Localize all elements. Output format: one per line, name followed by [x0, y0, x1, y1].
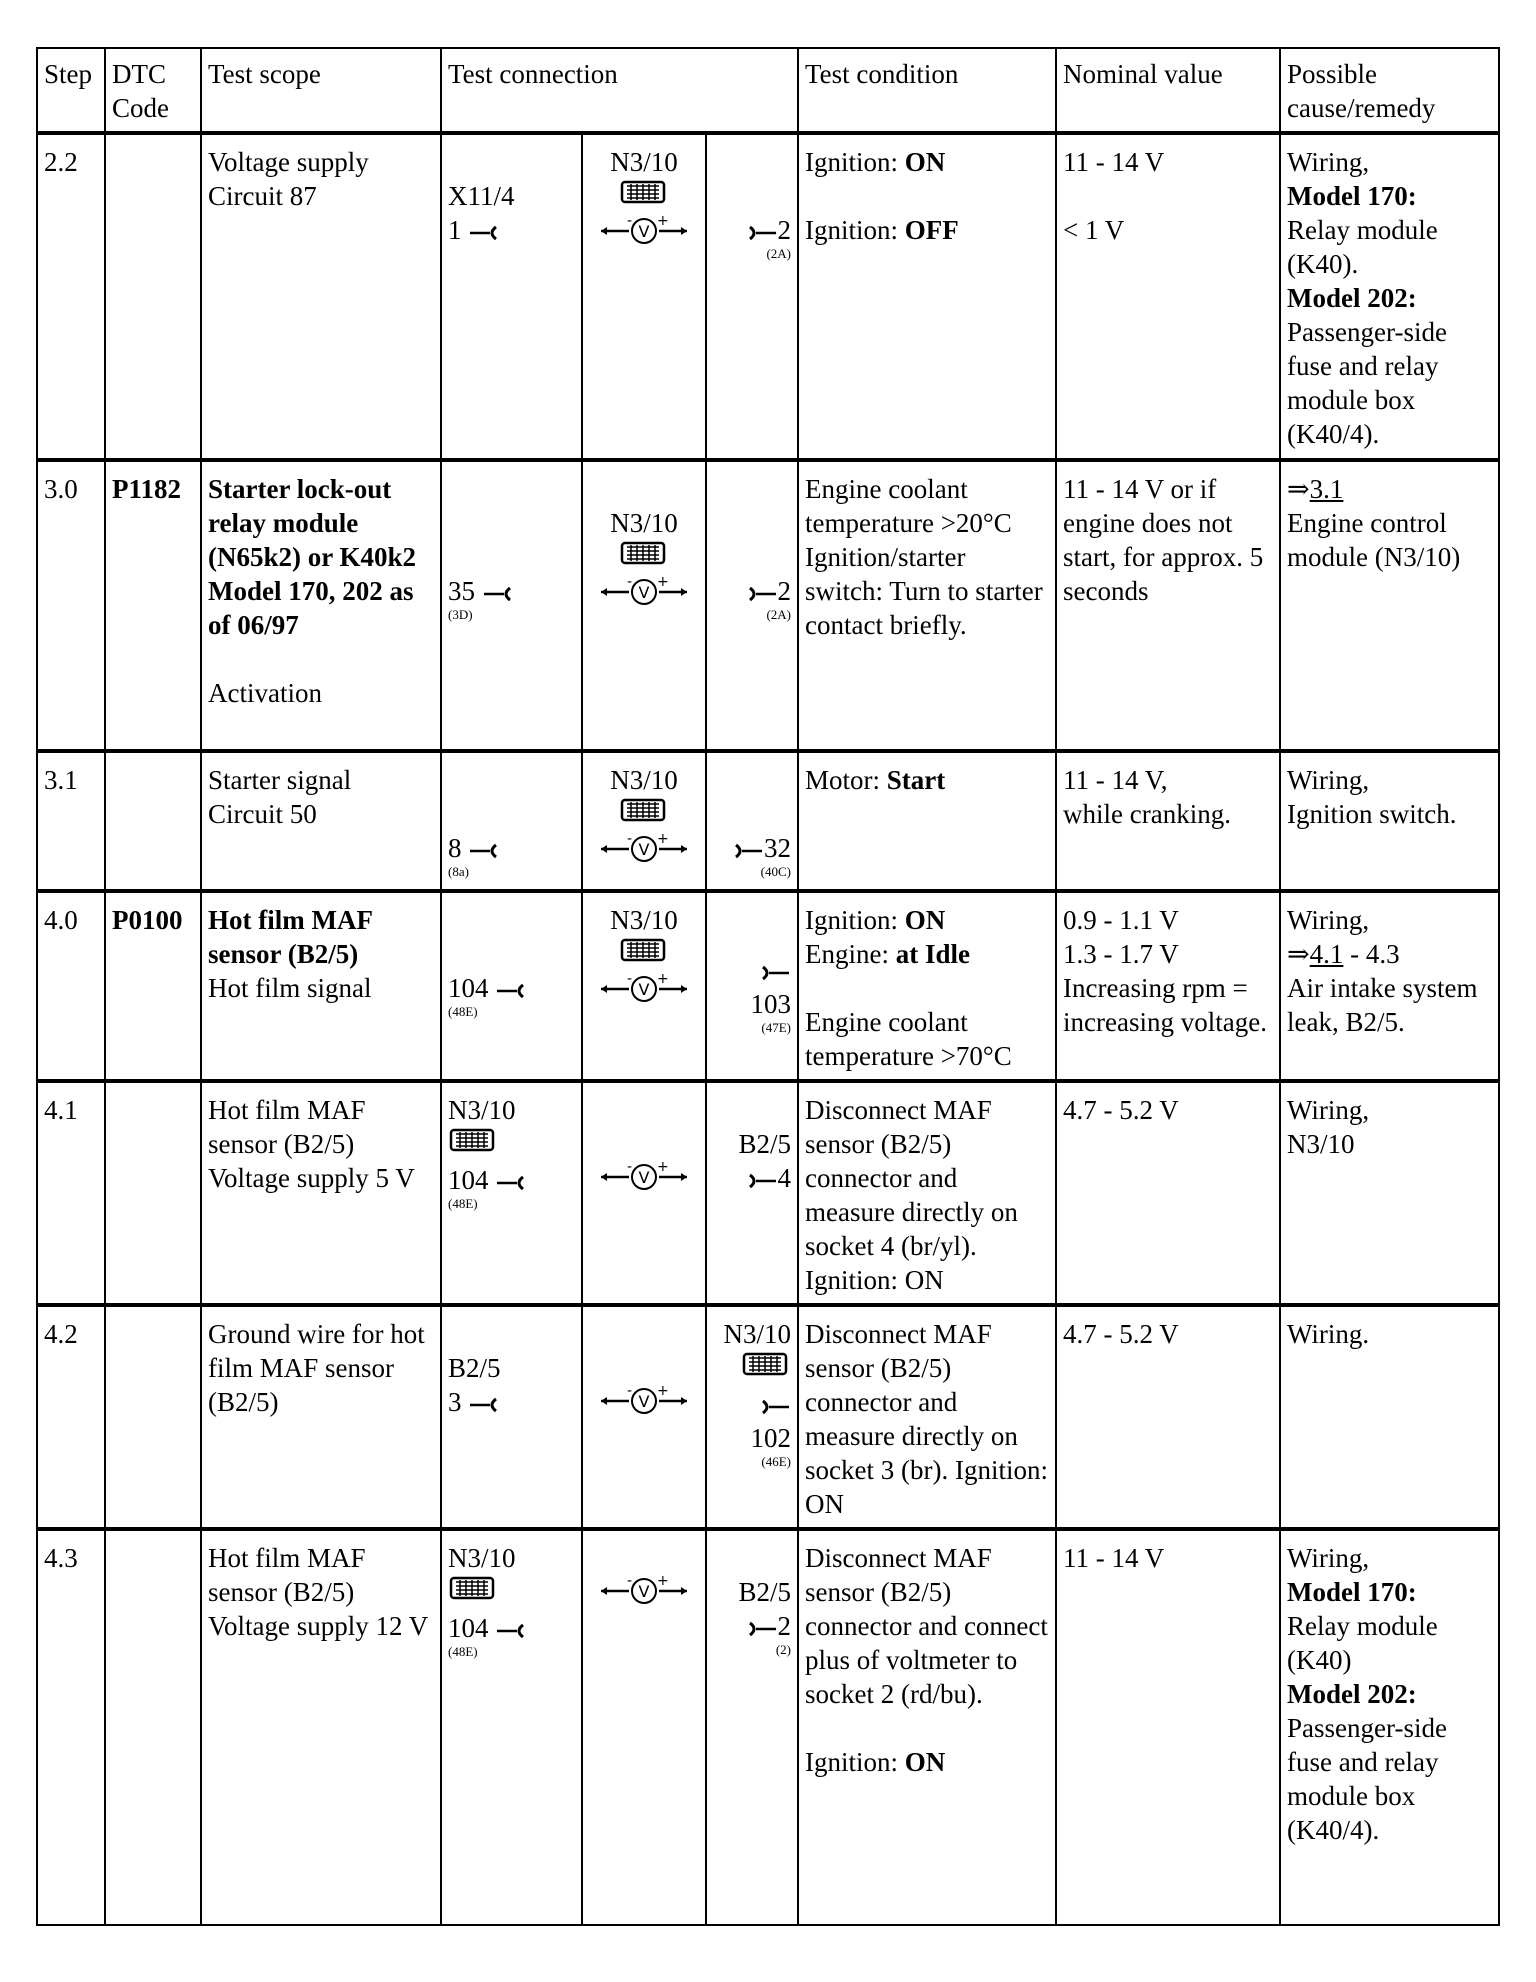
connection-left: [441, 751, 582, 891]
pin-number: 103: [750, 989, 792, 1019]
condition-cell: Disconnect MAF sensor (B2/5) connector and measure directly on socket 4 (br/yl). Ignition: ON: [798, 1081, 1056, 1305]
dtc-cell: [105, 1305, 201, 1529]
connection-left: [441, 1529, 582, 1925]
ecu-connector-icon: [619, 179, 669, 207]
nominal-value: while cranking.: [1063, 799, 1231, 829]
voltmeter-icon: [599, 833, 689, 863]
header-cause: Possible cause/remedy: [1280, 48, 1499, 133]
cause-model: Model 170:: [1287, 1577, 1417, 1607]
connection-left: [441, 460, 582, 751]
condition-value: ON: [904, 905, 946, 935]
pin-number: 102: [750, 1423, 792, 1453]
pin-number: 2: [777, 1611, 792, 1641]
svg-text:+: +: [657, 973, 669, 987]
cause-cell: [1280, 1081, 1499, 1305]
scope-cell: [201, 460, 441, 751]
cause-text: Relay module (K40).: [1287, 215, 1438, 279]
ecu-connector-icon: [741, 1351, 791, 1379]
table-row: [37, 1529, 1499, 1925]
plug-icon: [468, 224, 498, 242]
module-label: N3/10: [610, 765, 678, 795]
scope-line: Circuit 50: [208, 799, 317, 829]
condition-cell: Engine coolant temperature >20°C Ignition/starter switch: Turn to starter contact briefly.: [798, 460, 1056, 751]
connection-left: [441, 1305, 582, 1529]
condition-text: Engine coolant temperature >70°C: [805, 1007, 1012, 1071]
connection-right: [706, 1081, 798, 1305]
condition-cell: [798, 133, 1056, 460]
cause-model: Model 202:: [1287, 283, 1417, 313]
scope-cell: Ground wire for hot film MAF sensor (B2/5): [201, 1305, 441, 1529]
cause-cell: Wiring.: [1280, 1305, 1499, 1529]
cause-text: N3/10: [1287, 1129, 1355, 1159]
connection-left: [441, 1081, 582, 1305]
nominal-cell: [1056, 133, 1280, 460]
condition-text: Engine:: [805, 939, 896, 969]
cause-text: Air intake system leak, B2/5.: [1287, 973, 1478, 1037]
pin-sub: (46E): [761, 1454, 792, 1469]
condition-cell: [798, 1529, 1056, 1925]
pin-number: 2: [777, 215, 792, 245]
table-row: [37, 1305, 1499, 1529]
header-condition: Test condition: [798, 48, 1056, 133]
scope-cell: [201, 751, 441, 891]
scope-line: Starter lock-out relay module (N65k2) or K40k2: [208, 474, 417, 572]
scope-cell: Hot film MAF sensor (B2/5) Voltage supply 5 V: [201, 1081, 441, 1305]
svg-text:+: +: [657, 1385, 669, 1399]
socket-icon: [761, 1398, 791, 1416]
header-nominal: Nominal value: [1056, 48, 1280, 133]
nominal-value: 11 - 14 V,: [1063, 765, 1168, 795]
svg-text:-: -: [627, 576, 633, 590]
socket-icon: [748, 1620, 778, 1638]
dtc-cell: P1182: [105, 460, 201, 751]
step-cell: 4.0: [37, 891, 105, 1081]
cause-model: Model 202:: [1287, 1679, 1417, 1709]
nominal-value: 1.3 - 1.7 V: [1063, 939, 1179, 969]
svg-text:V: V: [638, 840, 650, 859]
nominal-cell: 11 - 14 V or if engine does not start, for approx. 5 seconds: [1056, 460, 1280, 751]
header-scope: Test scope: [201, 48, 441, 133]
voltmeter-icon: [599, 1161, 689, 1191]
cause-text: - 4.3: [1343, 939, 1400, 969]
voltmeter-icon: [599, 1575, 689, 1605]
pin-sub: (48E): [448, 1644, 478, 1659]
dtc-cell: [105, 1529, 201, 1925]
scope-line: Hot film MAF sensor (B2/5): [208, 905, 372, 969]
connection-right: [706, 460, 798, 751]
cause-cell: [1280, 1529, 1499, 1925]
ecu-connector-icon: [619, 540, 669, 568]
socket-icon: [748, 1172, 778, 1190]
cause-text: Wiring,: [1287, 1095, 1370, 1125]
module-label: N3/10: [610, 508, 678, 538]
header-step: Step: [37, 48, 105, 133]
nominal-cell: 4.7 - 5.2 V: [1056, 1081, 1280, 1305]
connection-left: [441, 891, 582, 1081]
cause-model: Model 170:: [1287, 181, 1417, 211]
cause-cell: ⇒3.1 Engine control module (N3/10): [1280, 460, 1499, 751]
svg-text:-: -: [627, 833, 633, 847]
plug-icon: [495, 1622, 525, 1640]
condition-text: Ignition:: [805, 1747, 905, 1777]
connection-mid: [582, 133, 706, 460]
header-dtc: DTC Code: [105, 48, 201, 133]
connection-mid: [582, 1081, 706, 1305]
condition-cell: [798, 891, 1056, 1081]
nominal-cell: 11 - 14 V: [1056, 1529, 1280, 1925]
voltmeter-icon: [599, 973, 689, 1003]
cause-cell: Wiring, ⇒4.1 - 4.3 Air intake system leak, B2/5.: [1280, 891, 1499, 1081]
dtc-cell: [105, 751, 201, 891]
svg-text:V: V: [638, 1168, 650, 1187]
ecu-connector-icon: [448, 1575, 498, 1603]
pin-number: 104: [448, 1613, 489, 1643]
condition-text: Ignition:: [805, 215, 905, 245]
svg-text:V: V: [638, 583, 650, 602]
plug-icon: [495, 982, 525, 1000]
table-row: [37, 1081, 1499, 1305]
step-cell: 3.1: [37, 751, 105, 891]
pin-number: 104: [448, 1165, 489, 1195]
cause-text: Wiring,: [1287, 765, 1370, 795]
plug-icon: [468, 1396, 498, 1414]
cause-text: Relay module (K40): [1287, 1611, 1438, 1675]
condition-cell: Disconnect MAF sensor (B2/5) connector and measure directly on socket 3 (br). Ignition: ON: [798, 1305, 1056, 1529]
header-connection: Test connection: [441, 48, 798, 133]
nominal-value: < 1 V: [1063, 215, 1125, 245]
nominal-cell: [1056, 751, 1280, 891]
step-cell: 4.2: [37, 1305, 105, 1529]
step-cell: 4.3: [37, 1529, 105, 1925]
svg-text:-: -: [627, 1575, 633, 1589]
dtc-cell: [105, 1081, 201, 1305]
condition-text: Ignition:: [805, 905, 905, 935]
connection-mid: [582, 751, 706, 891]
connector-label: X11/4: [448, 181, 515, 211]
connection-left: [441, 133, 582, 460]
connection-right: [706, 891, 798, 1081]
module-label: N3/10: [610, 147, 678, 177]
connection-mid: [582, 1529, 706, 1925]
pin-sub: (8a): [448, 864, 469, 879]
scope-line: Model 170, 202 as of 06/97: [208, 576, 414, 640]
table-row: [37, 133, 1499, 460]
table-row: [37, 751, 1499, 891]
svg-text:-: -: [627, 973, 633, 987]
voltmeter-icon: [599, 215, 689, 245]
pin-number: 1: [448, 215, 462, 245]
scope-line: Activation: [208, 678, 322, 708]
plug-icon: [468, 842, 498, 860]
connection-right: [706, 751, 798, 891]
ecu-connector-icon: [619, 797, 669, 825]
socket-icon: [734, 842, 764, 860]
connector-label: N3/10: [448, 1095, 516, 1125]
pin-sub: (47E): [761, 1020, 792, 1035]
svg-text:V: V: [638, 980, 650, 999]
pin-sub: (48E): [448, 1196, 478, 1211]
pin-number: 8: [448, 833, 462, 863]
condition-value: Start: [886, 765, 946, 795]
dtc-cell: P0100: [105, 891, 201, 1081]
pin-number: 32: [764, 833, 792, 863]
pin-number: 3: [448, 1387, 462, 1417]
pin-sub: (2): [775, 1642, 792, 1657]
connector-label: B2/5: [738, 1577, 792, 1607]
condition-value: OFF: [904, 215, 959, 245]
condition-value: ON: [904, 1747, 946, 1777]
svg-text:+: +: [657, 833, 669, 847]
plug-icon: [495, 1174, 525, 1192]
ecu-connector-icon: [619, 937, 669, 965]
svg-text:-: -: [627, 215, 633, 229]
plug-icon: [482, 585, 512, 603]
cause-link[interactable]: 3.1: [1309, 474, 1344, 504]
voltmeter-icon: [599, 1385, 689, 1415]
pin-sub: (2A): [766, 607, 792, 622]
condition-value: ON: [904, 147, 946, 177]
cause-text: Ignition switch.: [1287, 799, 1457, 829]
nominal-value: Increasing rpm = increasing voltage.: [1063, 973, 1267, 1037]
cause-link[interactable]: 4.1: [1309, 939, 1344, 969]
scope-line: Starter signal: [208, 765, 352, 795]
step-cell: 3.0: [37, 460, 105, 751]
connector-label: B2/5: [448, 1353, 501, 1383]
header-row: [37, 48, 1499, 133]
svg-text:+: +: [657, 215, 669, 229]
cause-cell: [1280, 751, 1499, 891]
nominal-value: 11 - 14 V: [1063, 147, 1165, 177]
pin-sub: (40C): [760, 864, 792, 879]
svg-text:+: +: [657, 1575, 669, 1589]
scope-cell: Hot film MAF sensor (B2/5) Voltage supply 12 V: [201, 1529, 441, 1925]
svg-text:V: V: [638, 1582, 650, 1601]
socket-icon: [748, 224, 778, 242]
svg-text:+: +: [657, 576, 669, 590]
connection-mid: [582, 1305, 706, 1529]
condition-value: at Idle: [895, 939, 970, 969]
connector-label: B2/5: [738, 1129, 792, 1159]
pin-sub: (48E): [448, 1004, 478, 1019]
ecu-connector-icon: [448, 1127, 498, 1155]
nominal-cell: [1056, 891, 1280, 1081]
nominal-cell: 4.7 - 5.2 V: [1056, 1305, 1280, 1529]
svg-text:-: -: [627, 1161, 633, 1175]
connection-right: [706, 1305, 798, 1529]
pin-number: 104: [448, 973, 489, 1003]
pin-number: 35: [448, 576, 475, 606]
voltmeter-icon: [599, 576, 689, 606]
connection-mid: [582, 460, 706, 751]
svg-text:V: V: [638, 222, 650, 241]
connector-label: N3/10: [723, 1319, 792, 1349]
svg-text:V: V: [638, 1392, 650, 1411]
cause-cell: [1280, 133, 1499, 460]
condition-text: Disconnect MAF sensor (B2/5) connector and connect plus of voltmeter to socket 2 (rd/bu).: [805, 1543, 1048, 1709]
scope-cell: [201, 891, 441, 1081]
step-cell: 2.2: [37, 133, 105, 460]
nominal-value: 0.9 - 1.1 V: [1063, 905, 1179, 935]
socket-icon: [748, 585, 778, 603]
scope-line: Voltage supply: [208, 147, 369, 177]
connector-label: N3/10: [448, 1543, 516, 1573]
socket-icon: [761, 964, 791, 982]
connection-right: [706, 1529, 798, 1925]
pin-sub: (3D): [448, 607, 473, 622]
scope-line: Hot film signal: [208, 973, 372, 1003]
table-row: [37, 460, 1499, 751]
pin-sub: (2A): [766, 246, 792, 261]
condition-text: Motor:: [805, 765, 887, 795]
scope-line: Circuit 87: [208, 181, 317, 211]
cause-text: Passenger-side fuse and relay module box (K40/4).: [1287, 1713, 1447, 1845]
svg-text:-: -: [627, 1385, 633, 1399]
connection-mid: [582, 891, 706, 1081]
condition-text: Ignition:: [805, 147, 905, 177]
scope-cell: [201, 133, 441, 460]
pin-number: 2: [777, 576, 792, 606]
cause-text: Wiring,: [1287, 1543, 1370, 1573]
cause-text: Wiring,: [1287, 147, 1370, 177]
dtc-cell: [105, 133, 201, 460]
connection-right: [706, 133, 798, 460]
condition-cell: [798, 751, 1056, 891]
table-row: [37, 891, 1499, 1081]
step-cell: 4.1: [37, 1081, 105, 1305]
module-label: N3/10: [610, 905, 678, 935]
diagnostic-test-table: [36, 47, 1500, 1926]
cause-text: Engine control module (N3/10): [1287, 508, 1461, 572]
cause-text: Passenger-side fuse and relay module box (K40/4).: [1287, 317, 1447, 449]
pin-number: 4: [777, 1163, 792, 1193]
cause-text: Wiring,: [1287, 905, 1370, 935]
svg-text:+: +: [657, 1161, 669, 1175]
